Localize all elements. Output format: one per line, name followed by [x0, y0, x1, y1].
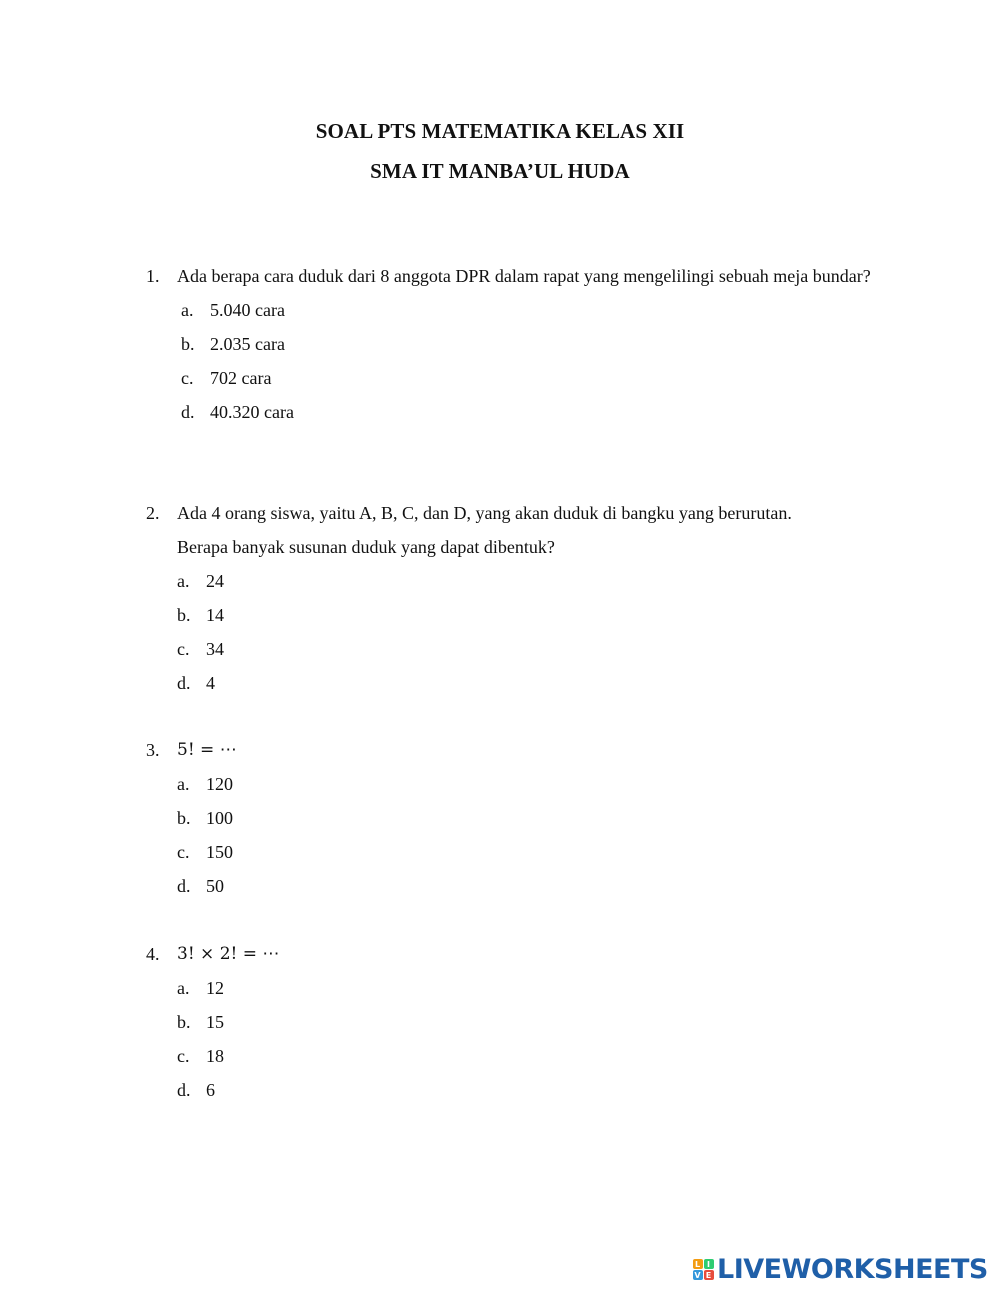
- question-number: 2.: [146, 503, 160, 523]
- logo-tile: I: [704, 1259, 714, 1269]
- logo-tile: V: [694, 1270, 701, 1280]
- answer-option-c[interactable]: [177, 835, 876, 869]
- option-text: 24: [206, 571, 224, 591]
- option-letter: d.: [181, 402, 195, 422]
- question-formula: 5! = ⋯: [177, 740, 237, 760]
- option-text: 40.320 cara: [210, 402, 294, 422]
- brand-name: LIVEWORKSHEETS: [717, 1253, 988, 1285]
- answer-option-d[interactable]: [177, 666, 876, 700]
- logo-tile: L: [693, 1259, 703, 1269]
- answer-option-d[interactable]: [177, 1073, 876, 1107]
- option-letter: b.: [177, 605, 191, 625]
- option-letter: a.: [177, 978, 190, 998]
- option-letter: c.: [181, 368, 194, 388]
- answer-option-a[interactable]: [177, 971, 876, 1005]
- option-letter: d.: [177, 876, 191, 896]
- question-number: 4.: [146, 944, 160, 964]
- answer-option-b[interactable]: [181, 327, 876, 361]
- answer-option-a[interactable]: [181, 293, 876, 327]
- option-letter: c.: [177, 1046, 190, 1066]
- question-text: Ada berapa cara duduk dari 8 anggota DPR dalam rapat yang mengelilingi sebuah meja bundar?: [177, 266, 871, 286]
- answer-option-b[interactable]: [177, 598, 876, 632]
- answer-options: [177, 767, 876, 903]
- option-letter: c.: [177, 639, 190, 659]
- question-text-line-2: Berapa banyak susunan duduk yang dapat dibentuk?: [177, 537, 555, 557]
- option-text: 150: [206, 842, 233, 862]
- option-letter: a.: [177, 571, 190, 591]
- option-letter: a.: [181, 300, 194, 320]
- question-text-line-1: Ada 4 orang siswa, yaitu A, B, C, dan D, yang akan duduk di bangku yang berurutan.: [177, 503, 792, 523]
- answer-option-a[interactable]: [177, 564, 876, 598]
- option-text: 15: [206, 1012, 224, 1032]
- worksheet-title: SOAL PTS MATEMATIKA KELAS XII: [315, 119, 685, 143]
- answer-option-d[interactable]: [177, 869, 876, 903]
- option-letter: a.: [177, 774, 190, 794]
- option-text: 50: [206, 876, 224, 896]
- answer-options: [177, 971, 876, 1107]
- question-number: 1.: [146, 266, 160, 286]
- answer-option-c[interactable]: [181, 361, 876, 395]
- question-formula: 3! × 2! = ⋯: [177, 944, 280, 964]
- logo-tile: E: [704, 1270, 714, 1280]
- option-text: 120: [206, 774, 233, 794]
- liveworksheets-brand: [692, 1254, 988, 1284]
- school-name: SMA IT MANBA’UL HUDA: [370, 159, 630, 183]
- answer-options: [181, 293, 876, 429]
- answer-option-d[interactable]: [181, 395, 876, 429]
- answer-options: [177, 564, 876, 700]
- question-4: [146, 937, 876, 1107]
- option-text: 5.040 cara: [210, 300, 285, 320]
- liveworksheets-logo-icon: [692, 1258, 714, 1280]
- option-letter: c.: [177, 842, 190, 862]
- option-text: 702 cara: [210, 368, 272, 388]
- option-text: 6: [206, 1080, 215, 1100]
- option-letter: d.: [177, 673, 191, 693]
- option-text: 2.035 cara: [210, 334, 285, 354]
- option-text: 34: [206, 639, 224, 659]
- answer-option-c[interactable]: [177, 1039, 876, 1073]
- option-text: 12: [206, 978, 224, 998]
- answer-option-b[interactable]: [177, 1005, 876, 1039]
- option-text: 4: [206, 673, 215, 693]
- answer-option-c[interactable]: [177, 632, 876, 666]
- option-letter: b.: [177, 808, 191, 828]
- option-text: 100: [206, 808, 233, 828]
- question-number: 3.: [146, 740, 160, 760]
- answer-option-b[interactable]: [177, 801, 876, 835]
- option-letter: b.: [181, 334, 195, 354]
- option-text: 14: [206, 605, 224, 625]
- answer-option-a[interactable]: [177, 767, 876, 801]
- option-text: 18: [206, 1046, 224, 1066]
- option-letter: d.: [177, 1080, 191, 1100]
- question-2: [146, 496, 876, 700]
- question-1: [146, 259, 876, 429]
- option-letter: b.: [177, 1012, 191, 1032]
- question-3: [146, 733, 876, 903]
